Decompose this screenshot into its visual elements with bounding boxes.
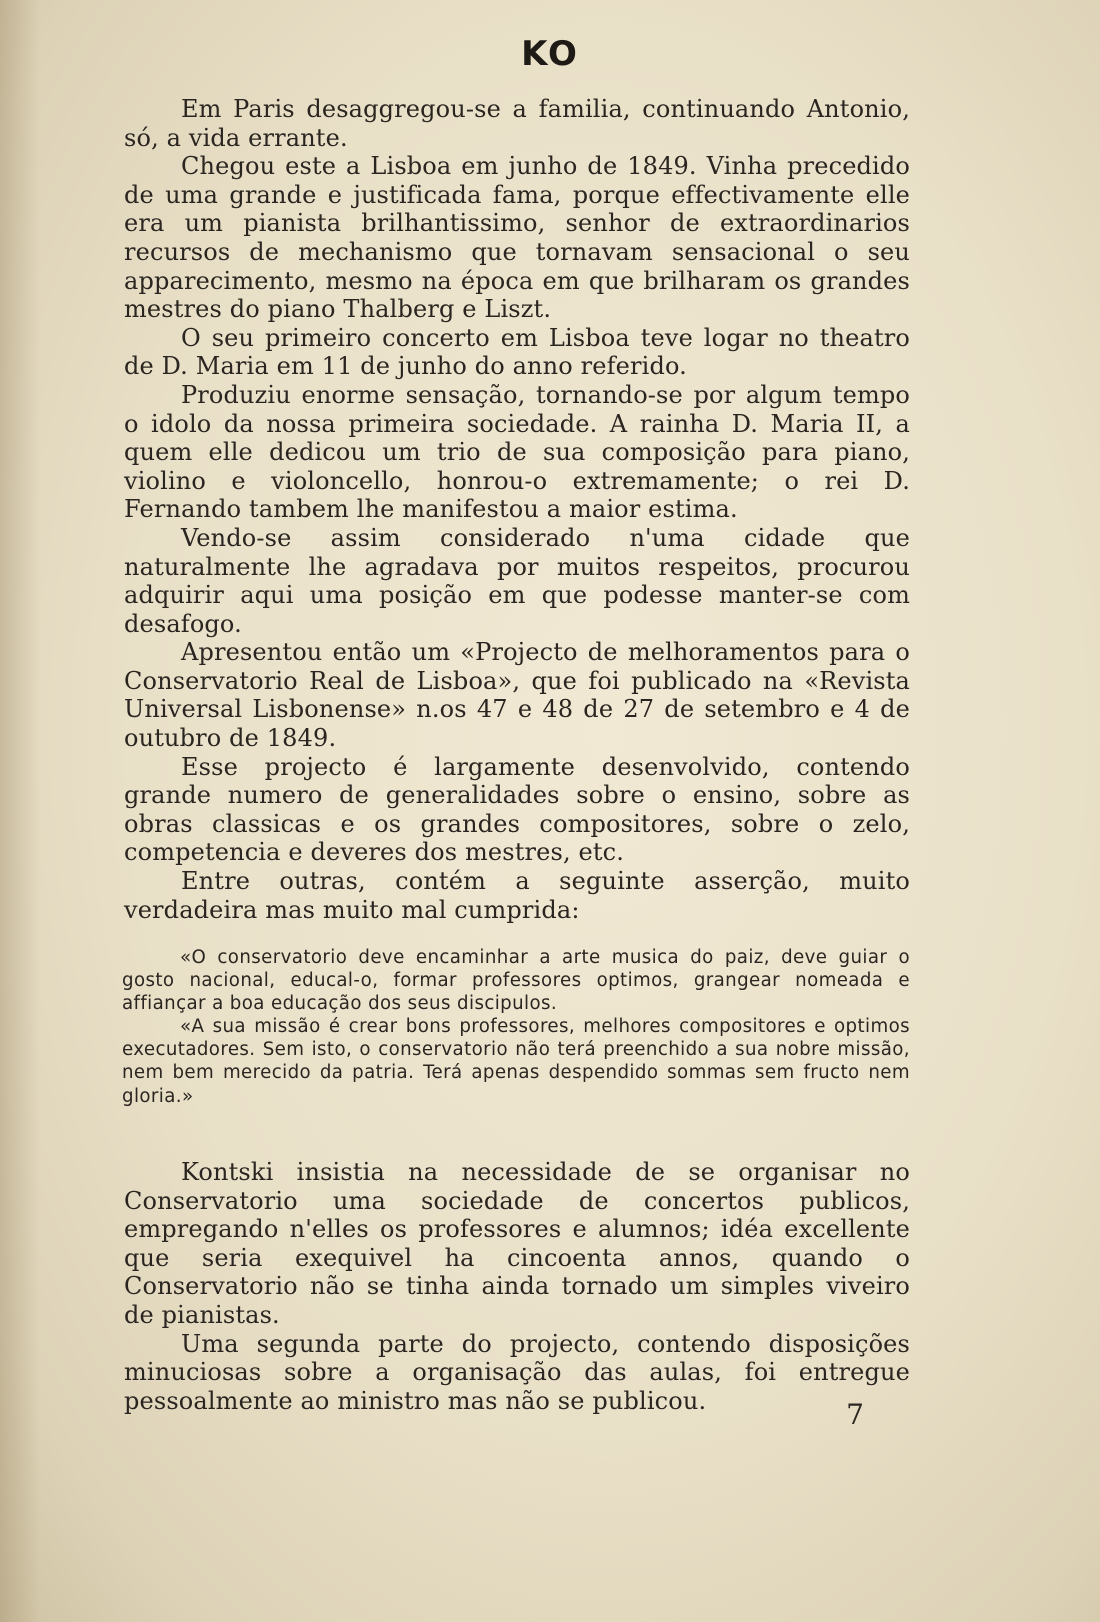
paragraph: Kontski insistia na necessidade de se organisar no Conservatorio uma sociedade de concertos publicos, empregando n'elles os professores e alumnos; idéa excellente que seria exequivel ha cincoenta annos, quando o Conservatorio não se tinha ainda tornado um simples viveiro de pianistas. bbox=[124, 1158, 910, 1329]
block-quote bbox=[122, 946, 910, 1108]
quote-paragraph: «O conservatorio deve encaminhar a arte musica do paiz, deve guiar o gosto nacional, educal-o, formar professores optimos, grangear nomeada e affiançar a boa educação dos seus discipulos. bbox=[122, 947, 910, 1015]
paragraph: Entre outras, contém a seguinte asserção, muito verdadeira mas muito mal cumprida: bbox=[124, 867, 910, 924]
paragraph: Em Paris desaggregou-se a familia, continuando Antonio, só, a vida errante. bbox=[124, 95, 910, 152]
paragraph: Produziu enorme sensação, tornando-se por algum tempo o idolo da nossa primeira sociedade. A rainha D. Maria II, a quem elle dedicou um trio de sua composição para piano, violino e violoncello, honrou-o extremamente; o rei D. Fernando tambem lhe manifestou a maior estima. bbox=[124, 380, 910, 524]
body-text-bottom bbox=[124, 1158, 910, 1415]
paragraph: O seu primeiro concerto em Lisboa teve logar no theatro de D. Maria em 11 de junho do anno referido. bbox=[124, 323, 910, 381]
paragraph: Vendo-se assim considerado n'uma cidade que naturalmente lhe agradava por muitos respeitos, procurou adquirir aqui uma posição em que podesse manter-se com desafogo. bbox=[124, 523, 910, 638]
paragraph: Uma segunda parte do projecto, contendo disposições minuciosas sobre a organisação das aulas, foi entregue pessoalmente ao ministro mas não se publicou. bbox=[124, 1329, 910, 1415]
paragraph: Apresentou então um «Projecto de melhoramentos para o Conservatorio Real de Lisboa», que foi publicado na «Revista Universal Lisbonense» n.os 47 e 48 de 27 de setembro e 4 de outubro de 1849. bbox=[124, 638, 910, 753]
page-number: 7 bbox=[846, 1398, 864, 1431]
running-header: KO bbox=[521, 34, 579, 74]
quote-paragraph: «A sua missão é crear bons professores, melhores compositores e optimos executadores. Sem isto, o conservatorio não terá preenchido a sua nobre missão, nem bem merecido da patria. Terá apenas despendido sommas sem fructo nem gloria.» bbox=[122, 1016, 910, 1107]
paragraph: Esse projecto é largamente desenvolvido, contendo grande numero de generalidades sobre o ensino, sobre as obras classicas e os grandes compositores, sobre o zelo, competencia e deveres dos mestres, etc. bbox=[124, 752, 910, 867]
page-gutter-shadow bbox=[0, 0, 40, 1622]
body-text-top bbox=[124, 95, 910, 924]
paragraph: Chegou este a Lisboa em junho de 1849. Vinha precedido de uma grande e justificada fama, porque effectivamente elle era um pianista brilhantissimo, senhor de extraordinarios recursos de mechanismo que tornavam sensacional o seu apparecimento, mesmo na época em que brilharam os grandes mestres do piano Thalberg e Liszt. bbox=[124, 152, 910, 324]
